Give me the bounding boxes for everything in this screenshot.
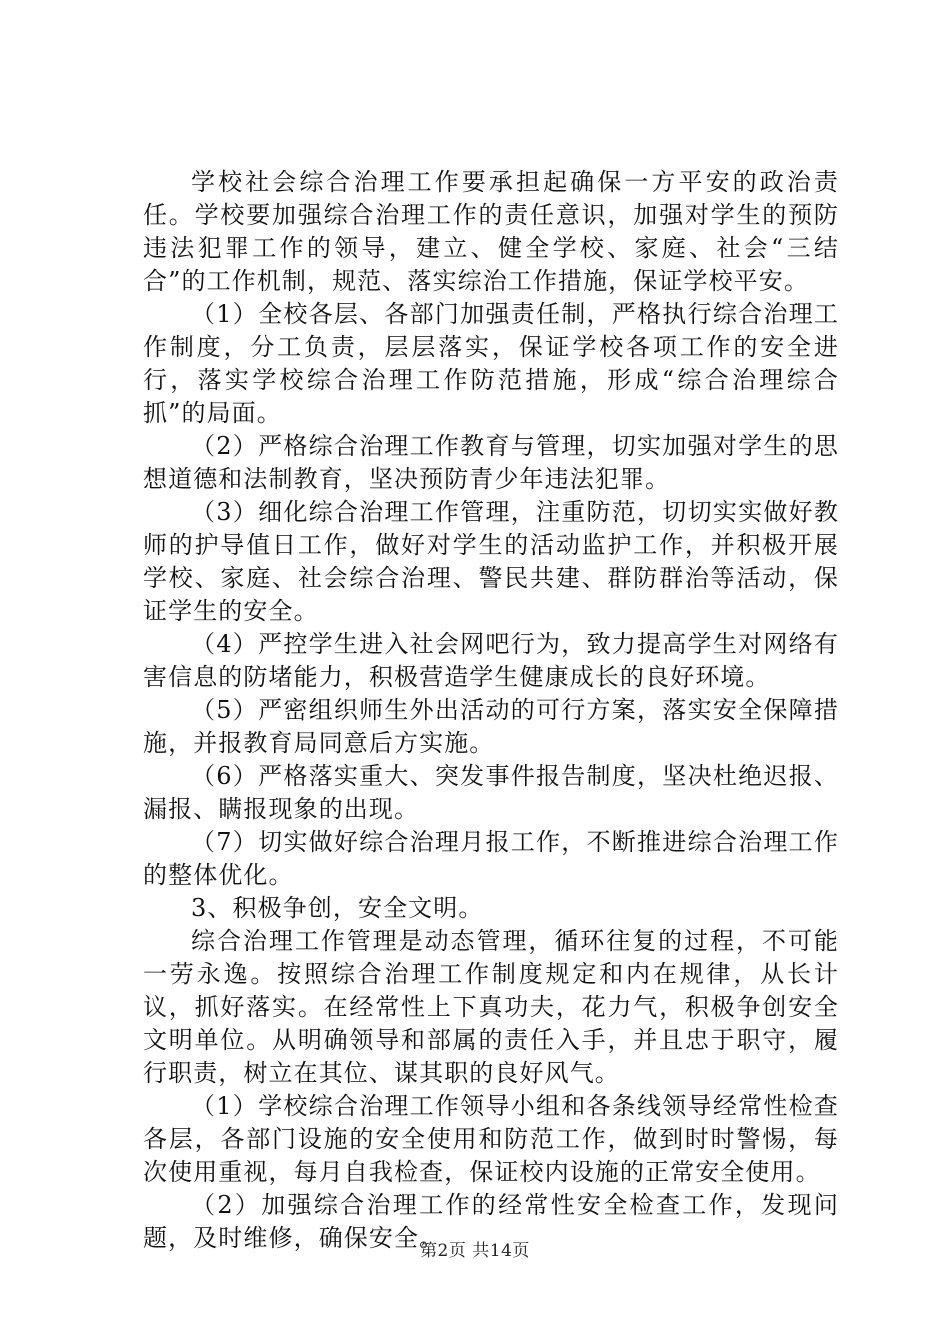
paragraph: （3）细化综合治理工作管理，注重防范，切切实实做好教师的护导值日工作，做好对学生的活动监护工作，并积极开展学校、家庭、社会综合治理、警民共建、群防群治等活动，保证学生的安全。 — [143, 498, 839, 625]
paragraph: （1）全校各层、各部门加强责任制，严格执行综合治理工作制度，分工负责，层层落实，保证学校各项工作的安全进行，落实学校综合治理工作防范措施，形成“综合治理综合抓”的局面。 — [143, 300, 839, 427]
paragraph: （2）加强综合治理工作的经常性安全检查工作，发现问题，及时维修，确保安全。 — [143, 1191, 839, 1252]
document-body — [143, 166, 839, 1255]
paragraph: 学校社会综合治理工作要承担起确保一方平安的政治责任。学校要加强综合治理工作的责任意识，加强对学生的预防违法犯罪工作的领导，建立、健全学校、家庭、社会“三结合”的工作机制，规范、落实综治工作措施，保证学校平安。 — [143, 168, 839, 295]
section-heading: 3、积极争创，安全文明。 — [191, 894, 484, 922]
paragraph: （2）严格综合治理工作教育与管理，切实加强对学生的思想道德和法制教育，坚决预防青少年违法犯罪。 — [143, 432, 839, 493]
paragraph: （4）严控学生进入社会网吧行为，致力提高学生对网络有害信息的防堵能力，积极营造学生健康成长的良好环境。 — [143, 630, 839, 691]
paragraph: （6）严格落实重大、突发事件报告制度，坚决杜绝迟报、漏报、瞒报现象的出现。 — [143, 762, 839, 823]
paragraph: （1）学校综合治理工作领导小组和各条线领导经常性检查各层，各部门设施的安全使用和防范工作，做到时时警惕，每次使用重视，每月自我检查，保证校内设施的正常安全使用。 — [143, 1092, 839, 1186]
paragraph: 综合治理工作管理是动态管理，循环往复的过程，不可能一劳永逸。按照综合治理工作制度规定和内在规律，从长计议，抓好落实。在经常性上下真功夫，花力气，积极争创安全文明单位。从明确领导和部属的责任入手，并且忠于职守，履行职责，树立在其位、谋其职的良好风气。 — [143, 927, 839, 1087]
paragraph: （7）切实做好综合治理月报工作，不断推进综合治理工作的整体优化。 — [143, 828, 839, 889]
page-number: 第2页 共14页 — [420, 1241, 530, 1261]
paragraph: （5）严密组织师生外出活动的可行方案，落实安全保障措施，并报教育局同意后方实施。 — [143, 696, 839, 757]
page-footer — [0, 1239, 950, 1263]
